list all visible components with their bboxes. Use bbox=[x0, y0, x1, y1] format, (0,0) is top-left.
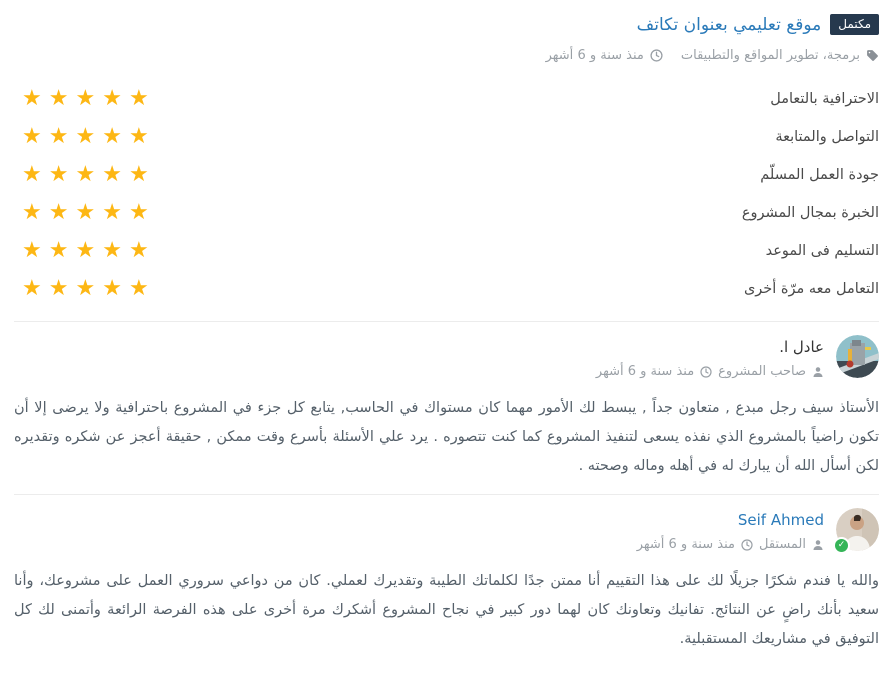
star-icon: ★ bbox=[75, 238, 96, 264]
rating-row bbox=[14, 232, 879, 270]
project-meta bbox=[14, 48, 879, 63]
client-review-body: الأستاذ سيف رجل مبدع , متعاون جداً , يبسط لك الأمور مهما كان مستواك في الحاسب, يتابع كل جزء في المشروع باحترافية ولا يرضى إلا أن تكون راضياً بالمشروع الذي نفذه يسعى لتنفيذ المشروع كما كنت تتصوره . يرد علي الأسئلة بأسرع وقت ممكن , حقيقة أعجز عن شكره وتقديره لكن أسأل الله أن يبارك له في أهله وماله وصحته . bbox=[14, 400, 879, 475]
star-icon: ★ bbox=[128, 276, 149, 302]
star-icon: ★ bbox=[128, 162, 149, 188]
star-icon: ★ bbox=[22, 162, 42, 188]
rating-row bbox=[14, 270, 879, 308]
rating-stars bbox=[14, 126, 149, 148]
star-icon: ★ bbox=[22, 238, 42, 264]
rating-stars bbox=[14, 240, 149, 262]
tag-icon bbox=[866, 49, 879, 62]
star-icon: ★ bbox=[128, 200, 149, 226]
clock-icon bbox=[741, 539, 753, 551]
rating-stars bbox=[14, 278, 149, 300]
rating-label: الاحترافية بالتعامل bbox=[770, 91, 879, 108]
client-avatar-image bbox=[836, 335, 879, 378]
star-icon: ★ bbox=[48, 124, 69, 150]
freelancer-reply-time: منذ سنة و 6 أشهر bbox=[636, 537, 735, 553]
status-badge: مكتمل bbox=[830, 14, 879, 35]
star-icon: ★ bbox=[102, 238, 122, 264]
rating-stars bbox=[14, 202, 149, 224]
star-icon: ★ bbox=[48, 162, 69, 188]
client-role: صاحب المشروع bbox=[718, 364, 806, 380]
client-meta bbox=[596, 364, 824, 379]
project-title-link[interactable]: موقع تعليمي بعنوان تكاتف bbox=[636, 14, 822, 35]
rating-row bbox=[14, 156, 879, 194]
star-icon: ★ bbox=[75, 200, 96, 226]
client-review-time: منذ سنة و 6 أشهر bbox=[595, 364, 695, 380]
rating-label: التعامل معه مرّة أخرى bbox=[743, 281, 879, 298]
ratings-list bbox=[14, 80, 879, 308]
star-icon: ★ bbox=[75, 276, 96, 302]
clock-icon bbox=[700, 366, 712, 378]
star-icon: ★ bbox=[75, 162, 96, 188]
star-icon: ★ bbox=[75, 86, 96, 112]
project-time-ago: منذ سنة و 6 أشهر bbox=[545, 48, 644, 64]
rating-label: جودة العمل المسلّم bbox=[760, 167, 879, 184]
star-icon: ★ bbox=[102, 200, 122, 226]
freelancer-reply-header bbox=[14, 495, 879, 552]
star-icon: ★ bbox=[75, 124, 96, 150]
user-icon bbox=[812, 539, 824, 551]
freelancer-meta bbox=[637, 537, 824, 552]
star-icon: ★ bbox=[102, 124, 122, 150]
star-icon: ★ bbox=[48, 238, 69, 264]
star-icon: ★ bbox=[22, 86, 42, 112]
freelancer-info bbox=[637, 508, 824, 552]
client-info bbox=[596, 335, 824, 379]
star-icon: ★ bbox=[102, 276, 122, 302]
star-icon: ★ bbox=[102, 86, 122, 112]
project-category: برمجة، تطوير المواقع والتطبيقات bbox=[680, 48, 860, 64]
rating-row bbox=[14, 80, 879, 118]
client-review-header bbox=[14, 322, 879, 379]
star-icon: ★ bbox=[128, 238, 149, 264]
rating-label: التواصل والمتابعة bbox=[775, 129, 879, 146]
rating-label: الخبرة بمجال المشروع bbox=[741, 205, 879, 222]
star-icon: ★ bbox=[48, 200, 69, 226]
star-icon: ★ bbox=[48, 86, 69, 112]
freelancer-avatar[interactable] bbox=[836, 508, 879, 551]
project-header bbox=[14, 14, 879, 35]
star-icon: ★ bbox=[128, 124, 149, 150]
star-icon: ★ bbox=[22, 124, 42, 150]
freelancer-name-link[interactable]: Seif Ahmed bbox=[737, 511, 824, 530]
client-avatar[interactable] bbox=[836, 335, 879, 378]
user-icon bbox=[812, 366, 824, 378]
rating-label: التسليم فى الموعد bbox=[765, 243, 879, 260]
rating-stars bbox=[14, 164, 149, 186]
star-icon: ★ bbox=[48, 276, 69, 302]
freelancer-reply-body: والله يا فندم شكرًا جزيلًا لك على هذا التقييم أنا ممتن جدًا لكلماتك الطيبة وتقديرك لعملي. كان من دواعي سروري العمل على مشروعك، وأنا سعيد بأنك راضٍ عن النتائج. تفانيك وتعاونك كان لهما دور كبير في نجاح المشروع أشكرك مرة أخرى على هذه الفرصة الرائعة وأتمنى لك كل التوفيق في مشاريعك المستقبلية. bbox=[14, 573, 879, 648]
rating-row bbox=[14, 118, 879, 156]
star-icon: ★ bbox=[128, 86, 149, 112]
star-icon: ★ bbox=[102, 162, 122, 188]
rating-row bbox=[14, 194, 879, 232]
verified-icon: ✓ bbox=[833, 537, 850, 554]
rating-stars bbox=[14, 88, 149, 110]
star-icon: ★ bbox=[22, 200, 42, 226]
star-icon: ★ bbox=[22, 276, 42, 302]
clock-icon bbox=[650, 49, 663, 62]
client-name: عادل ا. bbox=[779, 338, 824, 357]
freelancer-role: المستقل bbox=[758, 537, 806, 553]
